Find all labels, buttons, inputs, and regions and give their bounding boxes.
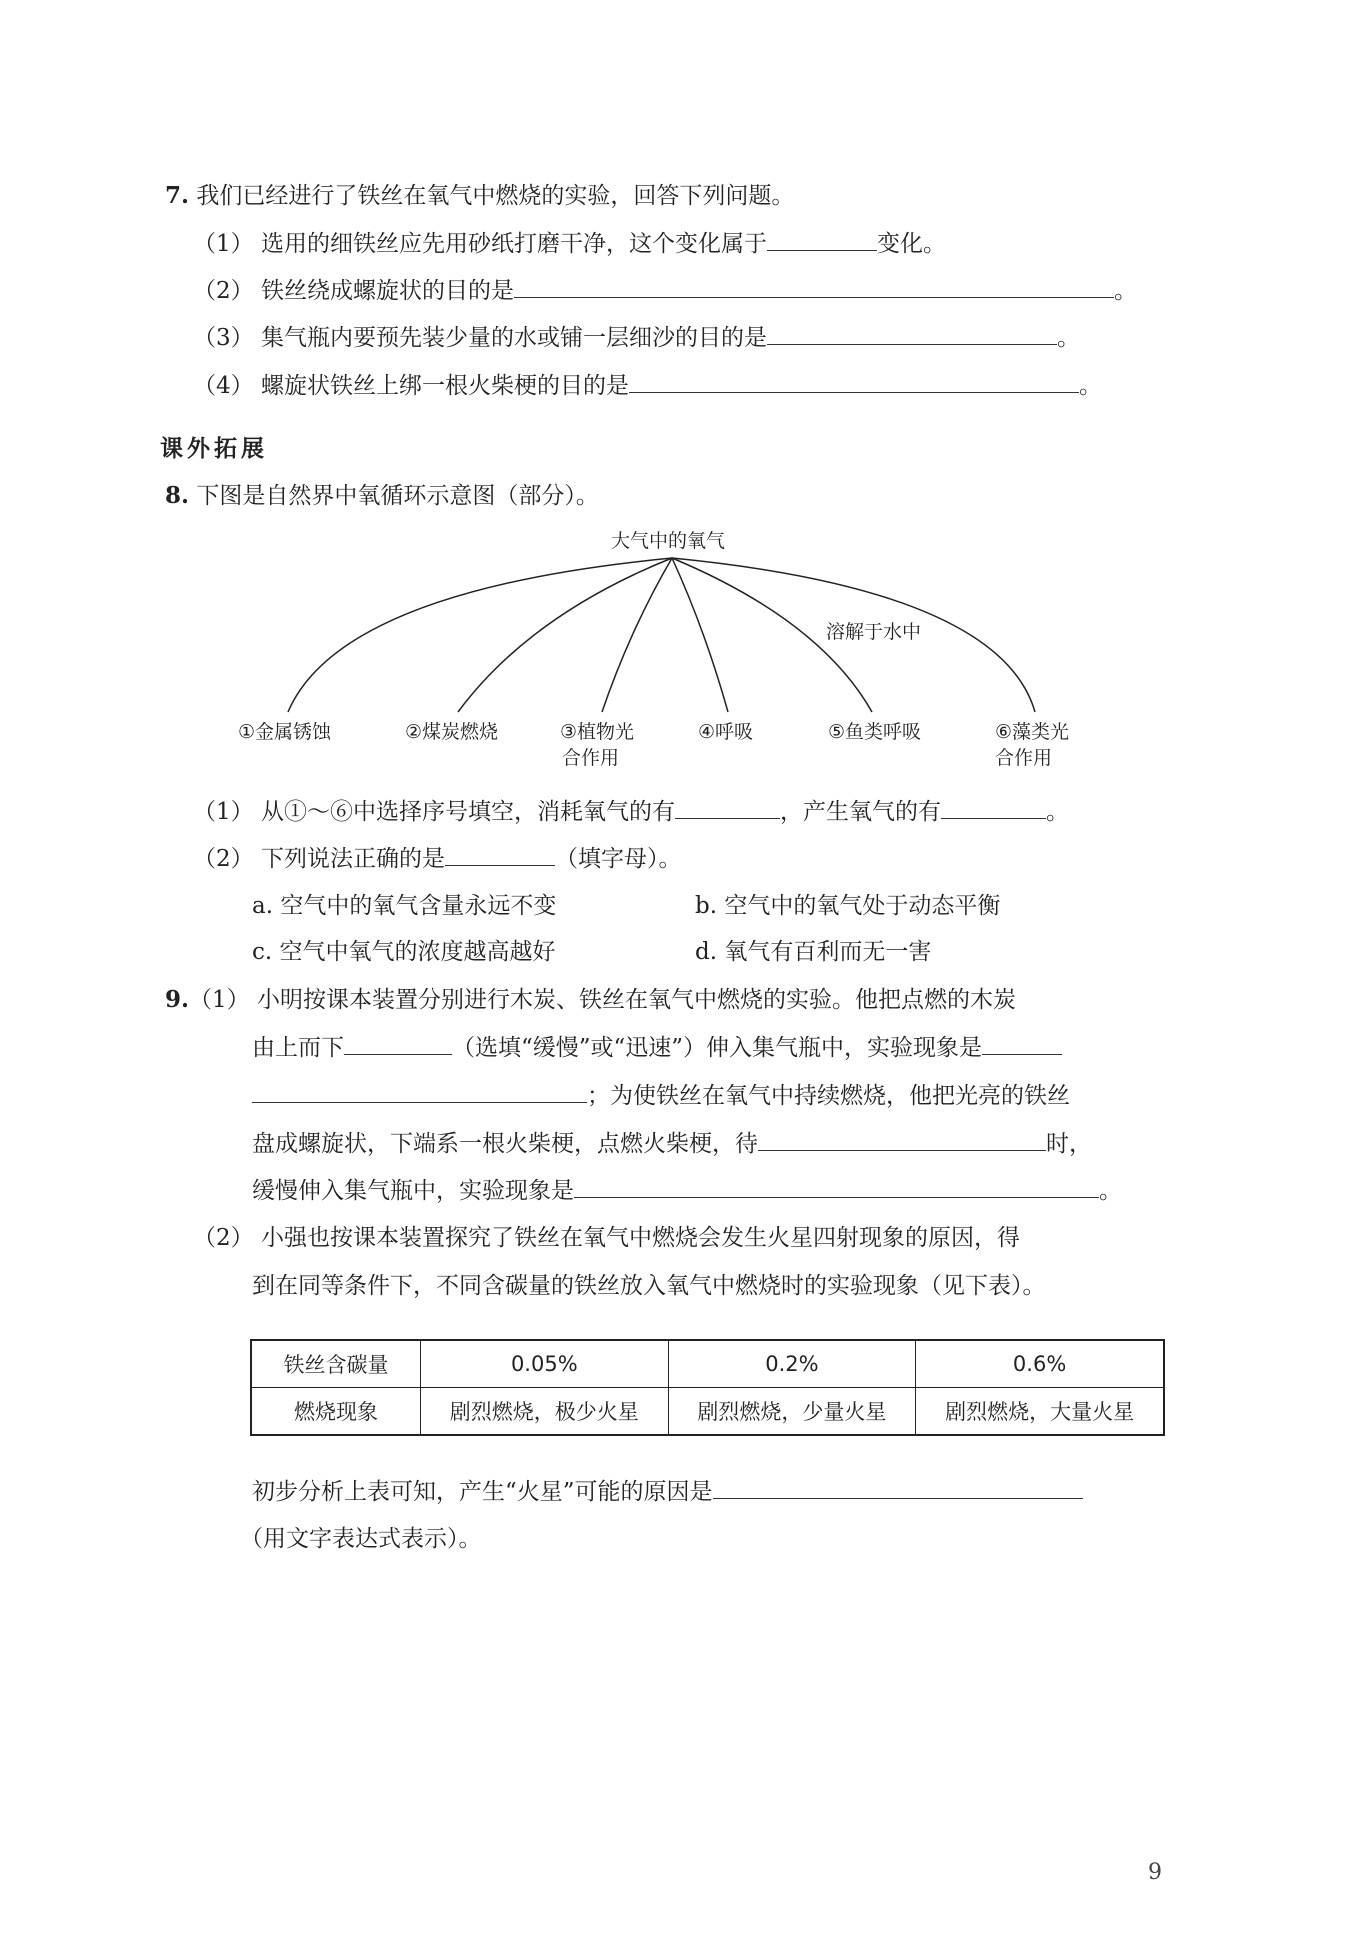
q8-option-b: b. 空气中的氧气处于动态平衡 bbox=[695, 893, 1001, 919]
table-cell: 0.6% bbox=[916, 1340, 1164, 1388]
q8-part1-text: （1） 从①～⑥中选择序号填空，消耗氧气的有 bbox=[193, 799, 675, 825]
q7-number: 7. bbox=[165, 182, 190, 209]
arc-1 bbox=[288, 558, 672, 712]
q7-part3-blank[interactable] bbox=[767, 322, 1057, 345]
diagram-item-2: ②煤炭燃烧 bbox=[405, 721, 499, 743]
q9-line5-end: 。 bbox=[1099, 1178, 1122, 1204]
table-cell: 铁丝含碳量 bbox=[251, 1340, 421, 1388]
q9-reason-blank[interactable] bbox=[713, 1476, 1083, 1499]
q8-part2-text: （2） 下列说法正确的是 bbox=[193, 846, 445, 872]
q9-line4-suffix: 时， bbox=[1046, 1131, 1092, 1157]
table-cell: 剧烈燃烧，大量火星 bbox=[916, 1388, 1164, 1436]
q8-part2-suffix: （填字母）。 bbox=[554, 846, 682, 872]
section-title: 课外拓展 bbox=[160, 435, 268, 462]
q9-line1 bbox=[165, 984, 1016, 1016]
diagram-item-5: ⑤鱼类呼吸 bbox=[828, 721, 922, 743]
q9-charcoal-phenomenon-blank-a[interactable] bbox=[982, 1032, 1062, 1055]
q7-part1-suffix: 变化。 bbox=[876, 231, 946, 257]
q9-line5-text: 缓慢伸入集气瓶中，实验现象是 bbox=[252, 1178, 574, 1204]
q9-line4 bbox=[252, 1128, 1092, 1160]
q8-consume-blank[interactable] bbox=[675, 796, 780, 819]
q7-part3-text: （3） 集气瓶内要预先装少量的水或铺一层细沙的目的是 bbox=[193, 325, 767, 351]
q9-line8 bbox=[252, 1476, 1083, 1508]
q7-part2-text: （2） 铁丝绕成螺旋状的目的是 bbox=[193, 278, 514, 304]
q7-part3-end: 。 bbox=[1056, 325, 1080, 351]
carbon-content-table bbox=[250, 1339, 1165, 1436]
q7-part4-end: 。 bbox=[1078, 373, 1102, 399]
table-cell: 0.2% bbox=[668, 1340, 916, 1388]
q8-produce-blank[interactable] bbox=[941, 796, 1046, 819]
diagram-item-3-line2: 合作用 bbox=[562, 747, 620, 769]
diagram-item-6-line2: 合作用 bbox=[995, 747, 1053, 769]
q8-stem bbox=[165, 480, 599, 512]
q9-line4-text: 盘成螺旋状，下端系一根火柴梗，点燃火柴梗，待 bbox=[252, 1131, 758, 1157]
oxygen-cycle-diagram bbox=[0, 520, 1350, 780]
q7-part1-blank[interactable] bbox=[767, 228, 877, 251]
q8-number: 8. bbox=[165, 482, 190, 509]
diagram-top-label: 大气中的氧气 bbox=[610, 530, 726, 552]
q7-part1 bbox=[193, 228, 946, 260]
table-row bbox=[251, 1388, 1164, 1436]
q8-stem-text: 下图是自然界中氧循环示意图（部分）。 bbox=[196, 483, 599, 509]
q9-line9: （用文字表达式表示）。 bbox=[240, 1526, 482, 1552]
q9-line3 bbox=[252, 1080, 1070, 1112]
q9-line3-text: ；为使铁丝在氧气中持续燃烧，他把光亮的铁丝 bbox=[587, 1083, 1070, 1109]
q8-part1-end: 。 bbox=[1045, 799, 1069, 825]
q8-option-a: a. 空气中的氧气含量永远不变 bbox=[252, 893, 557, 919]
q9-line6: （2） 小强也按课本装置探究了铁丝在氧气中燃烧会发生火星四射现象的原因，得 bbox=[193, 1225, 1020, 1251]
diagram-item-3: ③植物光 bbox=[560, 721, 635, 743]
q8-option-d: d. 氧气有百利而无一害 bbox=[695, 939, 932, 965]
q9-line2 bbox=[252, 1032, 1062, 1064]
q9-line8-text: 初步分析上表可知，产生“火星”可能的原因是 bbox=[252, 1479, 713, 1505]
table-cell: 燃烧现象 bbox=[251, 1388, 421, 1436]
q7-stem-text: 我们已经进行了铁丝在氧气中燃烧的实验，回答下列问题。 bbox=[196, 183, 795, 209]
q7-part4-text: （4） 螺旋状铁丝上绑一根火柴梗的目的是 bbox=[193, 373, 629, 399]
diagram-mid-label: 溶解于水中 bbox=[826, 621, 922, 643]
table-row bbox=[251, 1340, 1164, 1388]
q9-line2-mid: （选填“缓慢”或“迅速”）伸入集气瓶中，实验现象是 bbox=[452, 1035, 983, 1061]
q9-wait-blank[interactable] bbox=[758, 1128, 1046, 1151]
q9-line1-text: （1） 小明按课本装置分别进行木炭、铁丝在氧气中燃烧的实验。他把点燃的木炭 bbox=[189, 987, 1016, 1013]
q9-line7: 到在同等条件下，不同含碳量的铁丝放入氧气中燃烧时的实验现象（见下表）。 bbox=[252, 1273, 1046, 1299]
q7-part3 bbox=[193, 322, 1080, 354]
table-cell: 0.05% bbox=[421, 1340, 669, 1388]
q7-part2 bbox=[193, 275, 1137, 307]
arc-4 bbox=[672, 558, 728, 712]
page-number: 9 bbox=[1148, 1860, 1162, 1885]
q7-part4 bbox=[193, 370, 1102, 402]
q9-line5 bbox=[252, 1175, 1122, 1207]
table-cell: 剧烈燃烧，少量火星 bbox=[668, 1388, 916, 1436]
diagram-item-4: ④呼吸 bbox=[698, 721, 754, 743]
diagram-lines bbox=[288, 558, 1035, 712]
q8-part1-mid: ，产生氧气的有 bbox=[779, 799, 941, 825]
q7-part4-blank[interactable] bbox=[629, 370, 1079, 393]
q8-option-c: c. 空气中氧气的浓度越高越好 bbox=[252, 939, 556, 965]
q9-number: 9. bbox=[165, 986, 190, 1013]
diagram-item-6: ⑥藻类光 bbox=[995, 721, 1070, 743]
q9-speed-blank[interactable] bbox=[344, 1032, 452, 1055]
q9-line2-text: 由上而下 bbox=[252, 1035, 344, 1061]
diagram-item-1: ①金属锈蚀 bbox=[238, 721, 332, 743]
table-cell: 剧烈燃烧，极少火星 bbox=[421, 1388, 669, 1436]
q8-part2-blank[interactable] bbox=[445, 843, 555, 866]
arc-3 bbox=[602, 558, 672, 712]
q7-part1-text: （1） 选用的细铁丝应先用砂纸打磨干净，这个变化属于 bbox=[193, 231, 767, 257]
q8-part2 bbox=[193, 843, 681, 875]
q7-part2-blank[interactable] bbox=[514, 275, 1114, 298]
q7-part2-end: 。 bbox=[1113, 278, 1137, 304]
q9-iron-phenomenon-blank[interactable] bbox=[574, 1175, 1099, 1198]
q7-stem bbox=[165, 180, 794, 212]
q8-part1 bbox=[193, 796, 1069, 828]
arc-2 bbox=[458, 558, 672, 712]
q9-charcoal-phenomenon-blank-b[interactable] bbox=[252, 1080, 587, 1103]
